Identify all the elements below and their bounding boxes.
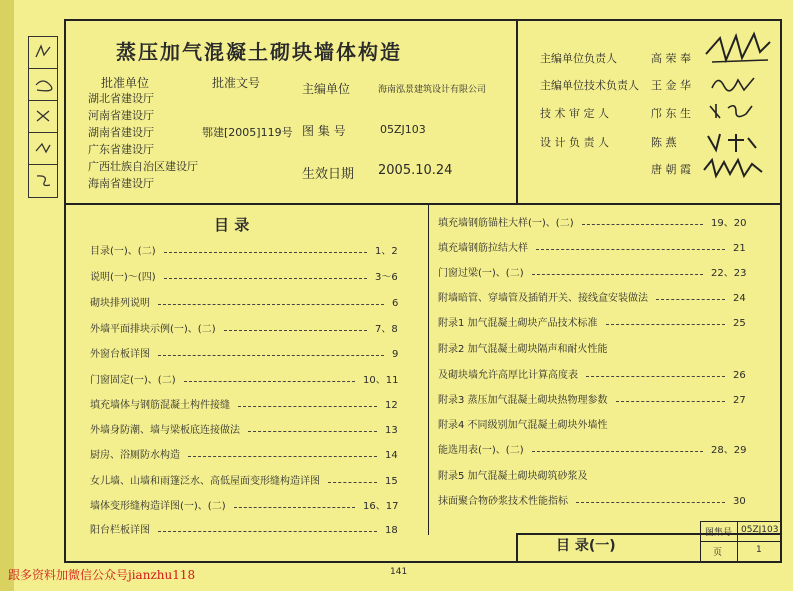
signature-mark xyxy=(702,30,774,70)
signature-cell xyxy=(29,101,57,133)
toc-leader-dashes xyxy=(184,381,355,396)
toc-entry-page: 26 xyxy=(733,370,746,381)
toc-entry xyxy=(90,500,398,514)
toc-leader-dashes xyxy=(328,482,377,497)
drawing-title: 蒸压加气混凝土砌块墙体构造 xyxy=(116,40,402,64)
toc-entry xyxy=(90,245,398,259)
toc-entry-label: 门窗过梁(一)、(二) xyxy=(438,268,524,279)
responsible-role: 技 术 审 定 人 xyxy=(540,107,609,120)
toc-leader-dashes xyxy=(582,224,703,239)
toc-entry xyxy=(438,495,746,509)
signature-cell xyxy=(29,133,57,165)
toc-leader-dashes xyxy=(158,304,384,319)
toc-leader-dashes xyxy=(248,431,377,446)
toc-entry xyxy=(90,524,398,538)
toc-entry xyxy=(438,292,746,306)
header-divider xyxy=(64,203,782,205)
toc-entry-label: 附录5 加气混凝土砌块砌筑砂浆及 xyxy=(438,471,588,482)
effective-date-value: 2005.10.24 xyxy=(378,163,453,178)
signature-cell xyxy=(29,165,57,197)
page-number: 141 xyxy=(390,567,408,577)
titleblock-page-value: 1 xyxy=(756,545,762,555)
titleblock-atlas-value: 05ZJ103 xyxy=(741,525,779,535)
toc-leader-dashes xyxy=(606,324,725,339)
toc-leader-dashes xyxy=(164,278,367,293)
toc-entry-page: 19、20 xyxy=(711,218,747,229)
toc-heading: 目 录 xyxy=(214,216,250,234)
toc-leader-dashes xyxy=(532,451,703,466)
toc-entry xyxy=(438,470,746,484)
toc-entry-page: 16、17 xyxy=(363,501,399,512)
toc-leader-dashes xyxy=(576,502,725,517)
toc-entry-label: 附录4 不同级别加气混凝土砌块外墙性 xyxy=(438,420,608,431)
toc-entry-page: 9 xyxy=(392,349,399,360)
approval-doc-number: 鄂建[2005]119号 xyxy=(202,126,293,139)
toc-entry xyxy=(90,323,398,337)
toc-entry xyxy=(90,424,398,438)
toc-leader-dashes xyxy=(234,507,355,522)
header-column-divider xyxy=(516,19,518,205)
toc-entry-page: 7、8 xyxy=(375,324,398,335)
toc-leader-dashes xyxy=(586,376,725,391)
toc-leader-dashes xyxy=(238,406,377,421)
toc-entry-page: 25 xyxy=(733,318,746,329)
toc-entry xyxy=(90,449,398,463)
toc-entry-label: 能选用表(一)、(二) xyxy=(438,445,524,456)
approval-unit: 海南省建设厅 xyxy=(88,177,154,190)
toc-entry-label: 填充墙钢筋锚柱大样(一)、(二) xyxy=(438,218,574,229)
responsible-role: 主编单位负责人 xyxy=(540,52,617,65)
signature-mark xyxy=(704,130,760,154)
toc-entry-page: 18 xyxy=(385,525,398,536)
effective-date-label: 生效日期 xyxy=(302,167,355,182)
toc-entry-label: 附墙暗管、穿墙管及插销开关、接线盒安装做法 xyxy=(438,293,648,304)
toc-leader-dashes xyxy=(616,401,725,416)
watermark-text: 跟多资料加微信公众号jianzhu118 xyxy=(8,568,196,582)
toc-leader-dashes xyxy=(164,252,367,267)
toc-entry-page: 14 xyxy=(385,450,398,461)
toc-entry-page: 1、2 xyxy=(375,246,398,257)
atlas-value: 05ZJ103 xyxy=(380,123,426,136)
toc-entry-page: 13 xyxy=(385,425,398,436)
toc-entry xyxy=(90,297,398,311)
signature-cell xyxy=(29,69,57,101)
toc-entry-label: 阳台栏板详图 xyxy=(90,525,150,536)
toc-entry-label: 填充墙钢筋拉结大样 xyxy=(438,243,528,254)
responsible-role: 主编单位技术负责人 xyxy=(540,79,639,92)
toc-entry-label: 女儿墙、山墙和雨篷泛水、高低屋面变形缝构造详图 xyxy=(90,476,320,487)
toc-entry xyxy=(438,267,746,281)
toc-entry-label: 说明(一)～(四) xyxy=(90,272,156,283)
responsible-name: 邝 东 生 xyxy=(651,107,691,120)
titleblock-page-label: 页 xyxy=(713,548,723,558)
toc-entry xyxy=(90,271,398,285)
toc-leader-dashes xyxy=(656,299,725,314)
toc-entry-page: 28、29 xyxy=(711,445,747,456)
toc-entry xyxy=(90,348,398,362)
signature-cell xyxy=(29,37,57,69)
toc-leader-dashes xyxy=(158,531,377,546)
toc-entry-label: 厨房、浴厕防水构造 xyxy=(90,450,180,461)
responsible-name: 王 金 华 xyxy=(651,79,691,92)
binding-edge xyxy=(0,0,14,591)
toc-leader-dashes xyxy=(224,330,367,345)
signature-mark xyxy=(700,156,766,180)
approval-unit: 广东省建设厅 xyxy=(88,143,154,156)
toc-leader-dashes xyxy=(532,274,703,289)
approval-unit-header: 批准单位 xyxy=(101,76,150,90)
toc-entry-label: 外墙身防潮、墙与梁板底连接做法 xyxy=(90,425,240,436)
signature-strip xyxy=(28,36,58,198)
toc-column-divider xyxy=(428,205,429,535)
editor-value: 海南泓景建筑设计有限公司 xyxy=(378,85,487,95)
toc-entry-label: 外窗台板详图 xyxy=(90,349,150,360)
toc-entry-label: 及砌块墙允许高厚比计算高度表 xyxy=(438,370,578,381)
responsible-name: 陈 燕 xyxy=(651,136,677,149)
toc-entry-label: 附录2 加气混凝土砌块隔声和耐火性能 xyxy=(438,344,608,355)
toc-entry-label: 抹面聚合物砂浆技术性能指标 xyxy=(438,496,568,507)
toc-entry xyxy=(90,475,398,489)
titleblock-name: 目 录(一) xyxy=(556,538,616,554)
toc-entry-label: 附录1 加气混凝土砌块产品技术标准 xyxy=(438,318,598,329)
approval-doc-header: 批准文号 xyxy=(212,76,261,90)
toc-entry-page: 12 xyxy=(385,400,398,411)
editor-label: 主编单位 xyxy=(302,82,351,96)
responsible-name: 高 荣 奉 xyxy=(651,52,691,65)
approval-unit: 广西壮族自治区建设厅 xyxy=(88,160,198,173)
toc-leader-dashes xyxy=(188,456,377,471)
titleblock-atlas-label: 图集号 xyxy=(705,528,733,538)
toc-entry xyxy=(438,317,746,331)
toc-leader-dashes xyxy=(536,249,725,264)
toc-entry-page: 24 xyxy=(733,293,746,304)
responsible-role: 设 计 负 责 人 xyxy=(540,136,609,149)
titleblock-divider xyxy=(737,521,738,563)
toc-entry xyxy=(438,242,746,256)
toc-entry-label: 附录3 蒸压加气混凝土砌块热物理参数 xyxy=(438,395,608,406)
toc-entry-page: 30 xyxy=(733,496,746,507)
toc-entry-label: 门窗固定(一)、(二) xyxy=(90,375,176,386)
approval-unit: 湖南省建设厅 xyxy=(88,126,154,139)
toc-entry-page: 10、11 xyxy=(363,375,399,386)
toc-entry-page: 21 xyxy=(733,243,746,254)
atlas-label: 图 集 号 xyxy=(302,124,346,138)
titleblock-divider xyxy=(516,533,518,563)
toc-entry-page: 27 xyxy=(733,395,746,406)
toc-entry-label: 砌块排列说明 xyxy=(90,298,150,309)
signature-mark xyxy=(708,72,758,94)
toc-leader-dashes xyxy=(158,355,384,370)
titleblock-divider xyxy=(700,521,701,563)
toc-entry xyxy=(90,374,398,388)
toc-entry-label: 外墙平面排块示例(一)、(二) xyxy=(90,324,216,335)
toc-entry-label: 墙体变形缝构造详图(一)、(二) xyxy=(90,501,226,512)
toc-entry xyxy=(438,217,746,231)
approval-unit: 河南省建设厅 xyxy=(88,109,154,122)
titleblock-top-line xyxy=(700,521,782,522)
toc-entry xyxy=(90,399,398,413)
toc-entry xyxy=(438,394,746,408)
toc-entry xyxy=(438,343,746,357)
toc-entry-page: 22、23 xyxy=(711,268,747,279)
toc-entry xyxy=(438,444,746,458)
titleblock-mid-line xyxy=(700,541,782,542)
signature-mark xyxy=(706,100,756,122)
toc-entry xyxy=(438,419,746,433)
approval-unit: 湖北省建设厅 xyxy=(88,92,154,105)
toc-entry-page: 3～6 xyxy=(375,272,398,283)
toc-entry-page: 15 xyxy=(385,476,398,487)
responsible-name: 唐 朝 霞 xyxy=(651,163,691,176)
toc-entry xyxy=(438,369,746,383)
toc-entry-label: 目录(一)、(二) xyxy=(90,246,156,257)
toc-entry-label: 填充墙体与钢筋混凝土构件接缝 xyxy=(90,400,230,411)
toc-entry-page: 6 xyxy=(392,298,399,309)
